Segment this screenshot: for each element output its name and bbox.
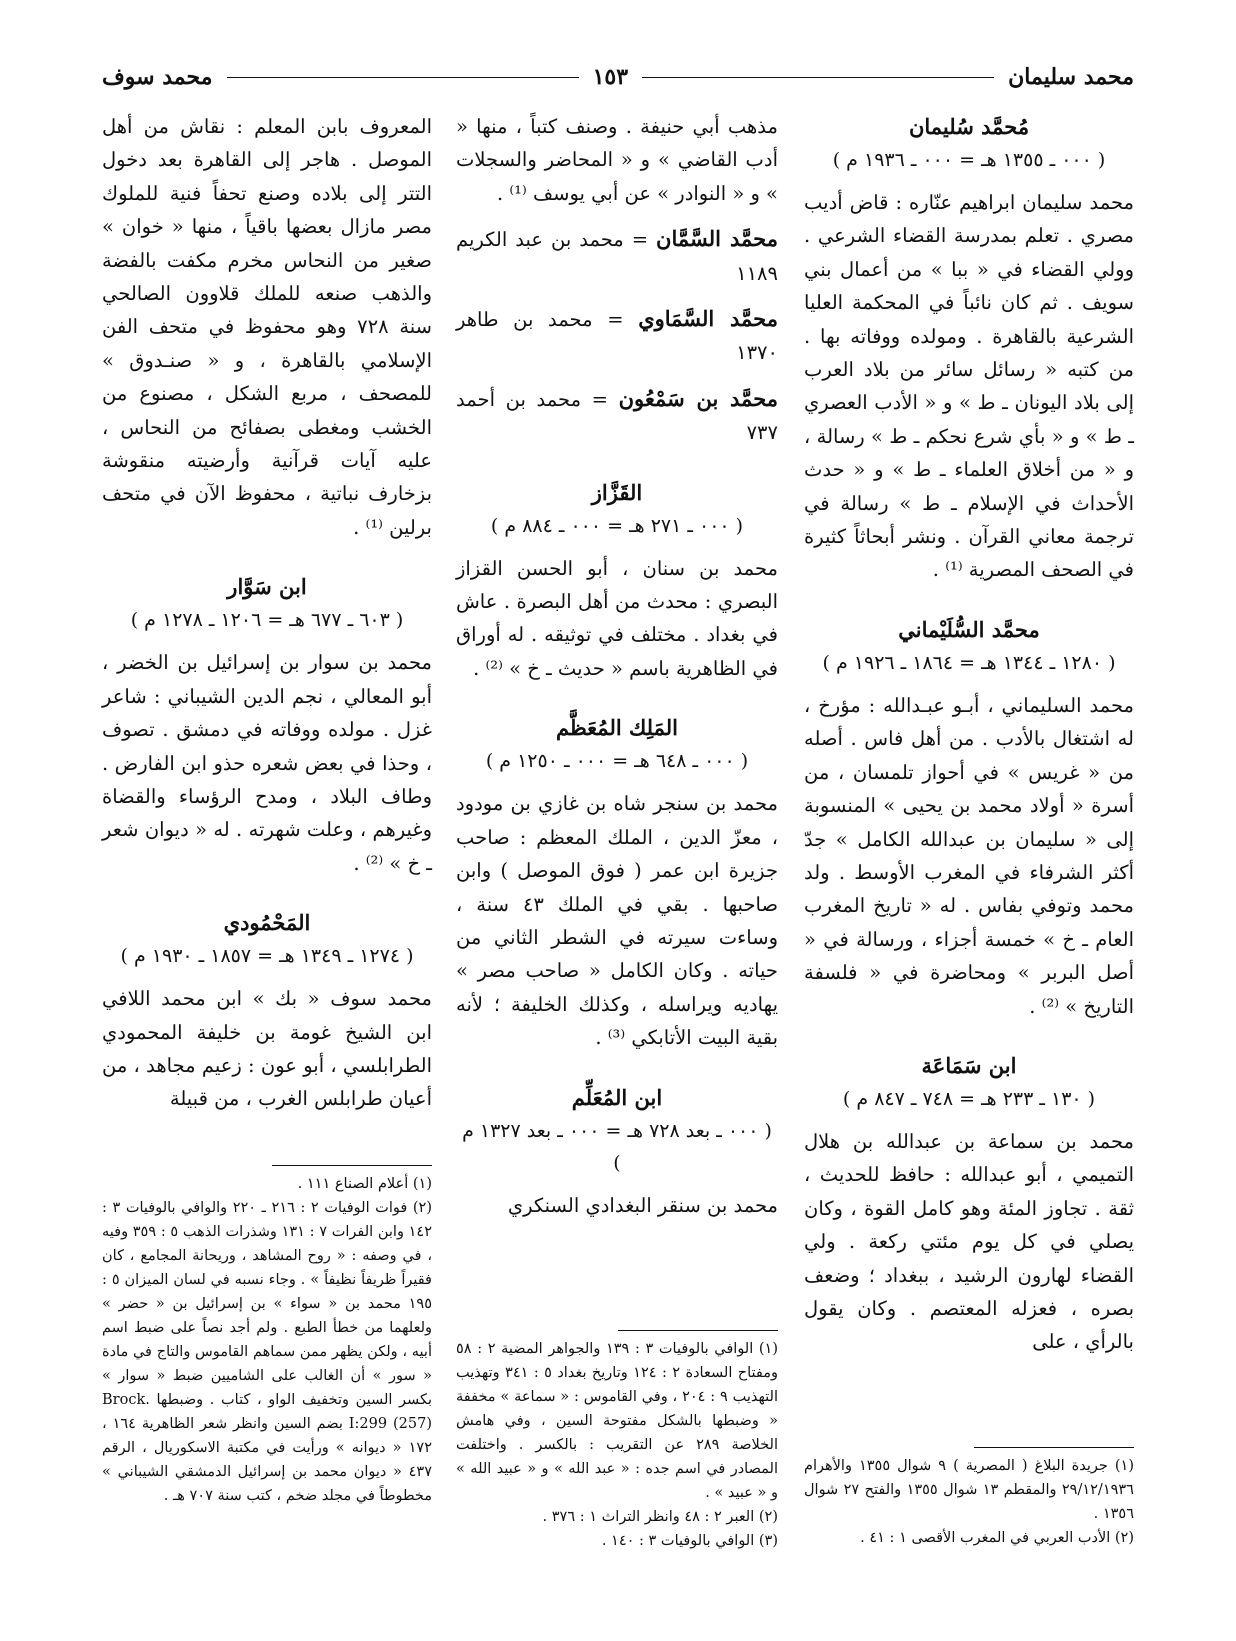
entry-title: مُحمَّد سُليمان: [908, 114, 1030, 139]
footnote: (١) الوافي بالوفيات ٣ : ١٣٩ والجواهر المضية ٢ : ٥٨ ومفتاح السعادة ٢ : ١٢٤ وتاريخ بغداد ٥ : ٣٤١ وتهذيب التهذيب ٩ : ٢٠٤ ، وفي القاموس : « سماعة » مخففة « وضبطها بالشكل مفتوحة السين ، وفي هامش الخلاصة ٢٨٩ عن التقريب : بالكسر . واختلفت المصادر في اسم جده : « عبد الله » و « عبيد الله » و « عبيد » .: [456, 1341, 779, 1501]
right-footnotes: [804, 1447, 1134, 1550]
xref-target: = محمد بن عبد الكريم ١١٨٩: [456, 228, 778, 285]
entry-dates: ( ١٢٧٤ ـ ١٣٤٩ هـ = ١٨٥٧ ـ ١٩٣٠ م ): [120, 945, 414, 968]
header-right-name: محمد سليمان: [1008, 64, 1134, 90]
cross-reference: [456, 302, 778, 370]
entry-dates: ( ١٣٠ ـ ٢٣٣ هـ = ٧٤٨ ـ ٨٤٧ م ): [842, 1087, 1096, 1110]
continuation-text: مذهب أبي حنيفة . وصنف كتباً ، منها « أدب القاضي » و « المحاضر والسجلات » و « النوادر » عن أبي يوسف ⁽¹⁾ .: [456, 115, 778, 205]
header-rule-left: [227, 77, 579, 78]
entry-dates: ( ٠٠٠ ـ ٦٤٨ هـ = ٠٠٠ ـ ١٢٥٠ م ): [485, 750, 749, 773]
right-column: [804, 110, 1134, 1359]
middle-footnotes: [456, 1330, 778, 1553]
entry-body: محمد بن سماعة بن عبدالله بن هلال التميمي ، أبو عبدالله : حافظ للحديث ، ثقة . تجاوز المئة وهو كامل القوة ، وكان يصلي في كل يوم مئتي ركعة . ولي القضاء لهارون الرشيد ، ببغداد ؛ وضعف بصره ، فعزله المعتصم . وكان يقول بالرأي ، على: [804, 1129, 1134, 1354]
footnote: (١) أعلام الصناع ١١١ .: [297, 1176, 432, 1192]
entry-title: ابن المُعَلِّم: [571, 1084, 663, 1110]
entry-title: القَزَّاز: [591, 479, 643, 505]
entry-body: محمد سوف « بك » ابن محمد اللافي ابن الشيخ غومة بن خليفة المحمودي الطرابلسي ، أبو عون : زعيم مجاهد ، من أعيان طرابلس الغرب ، من قبيلة: [102, 987, 432, 1111]
entry-body: محمد سليمان ابراهيم عنّاره : قاض أديب مصري . تعلم بمدرسة القضاء الشرعي . وولي القضاء في « ببا » من أعمال بني سويف . ثم كان نائباً في المحكمة العليا الشرعية بالقاهرة . ومولده ووفاته بها . من كتبه « رسائل سائر من بلاد العرب إلى بلاد اليونان ـ ط » و « الأدب العصري ـ ط » و « بأي شرع نحكم ـ ط » رسالة ، و « من أخلاق العلماء ـ ط » و « حدث الأحداث في الإسلام ـ ط » رسالة في ترجمة معاني القرآن . ونشر أبحاثاً كثيرة في الصحف المصرية ⁽¹⁾ .: [804, 191, 1134, 582]
page-header: [102, 60, 1134, 94]
entry-body: محمد السليماني ، أبـو عبـدالله : مؤرخ ، له اشتغال بالأدب . من أهل فاس . أصله من « غريس » في أحواز تلمسان ، من أسرة « أولاد محمد بن يحيى » المنسوبة إلى « سليمان بن عبدالله الكامل » جدّ أكثر الشرفاء في المغرب الأوسط . ولد محمد وتوفي بفاس . له « تاريخ المغرب العام ـ خ » خمسة أجزاء ، ورسالة في « أصل البربر » ومحاضرة في « فلسفة التاريخ » ⁽²⁾ .: [804, 693, 1134, 1018]
entry-body: محمد بن سنقر البغدادي السنكري: [507, 1193, 778, 1217]
entry-body: محمد بن سنان ، أبو الحسن القزاز البصري : محدث من أهل البصرة . عاش في بغداد . مختلف في توثيقه . له أوراق في الظاهرية باسم « حديث ـ خ » ⁽²⁾ .: [456, 556, 778, 680]
entry-title: ابن سَمَاعَة: [921, 1052, 1017, 1078]
header-rule-right: [642, 77, 994, 78]
page-number: ١٥٣: [592, 64, 629, 90]
entry-dates: ( ٠٠٠ ـ بعد ٧٢٨ هـ = ٠٠٠ ـ بعد ١٣٢٧ م ): [462, 1119, 772, 1174]
continuation-text: المعروف بابن المعلم : نقاش من أهل الموصل . هاجر إلى القاهرة بعد دخول التتر إلى بلاده وصنع تحفاً فنية للملوك مصر مازال بعضها باقياً ، منها « خوان » صغير من النحاس مخرم مكفت بالفضة والذهب صنعه للملك قلاوون الصالحي سنة ٧٢٨ وهو محفوظ في متحف الفن الإسلامي بالقاهرة ، و « صنـدوق » للمصحف ، مربع الشكل ، مصنوع من الخشب ومغطى بصفائح من النحاس ، عليه آيات قرآنية وأرضيته منقوشة بزخارف نباتية ، محفوظ الآن في متحف برلين ⁽¹⁾ .: [102, 115, 432, 539]
left-column: [102, 110, 432, 1116]
footnote: (١) جريدة البلاغ ( المصرية ) ٩ شوال ١٣٥٥ والأهرام ٢٩/١٢/١٩٣٦ والمقطم ١٣ شوال ١٣٥٥ والفتح ٢٧ شوال ١٣٥٦ .: [804, 1458, 1134, 1522]
entry-body: محمد بن سنجر شاه بن غازي بن مودود ، معزّ الدين ، الملك المعظم : صاحب جزيرة ابن عمر ( فوق الموصل ) وابن صاحبها . بقي في الملك ٤٣ سنة ، وساءت سيرته في الشطر الثاني من حياته . وكان الكامل « صاحب مصر » يهاديه ويراسله ، وكذلك الخليفة ؛ لأنه بقية البيت الأتابكي ⁽³⁾ .: [456, 792, 778, 1050]
footnote: (٢) الأدب العربي في المغرب الأقصى ١ : ٤١ .: [860, 1530, 1134, 1546]
entry-title: محمَّد السُّلَيْماني: [898, 616, 1040, 642]
footnote-rule: [974, 1447, 1134, 1448]
entry-dates: ( ١٢٨٠ ـ ١٣٤٤ هـ = ١٨٦٤ ـ ١٩٢٦ م ): [822, 651, 1116, 674]
xref-target: = محمد بن أحمد ٧٣٧: [456, 387, 778, 445]
xref-target: = محمد بن طاهر ١٣٧٠: [456, 308, 778, 365]
footnote: (٣) الوافي بالوفيات ٣ : ١٤٠ .: [601, 1533, 778, 1549]
footnote-rule: [618, 1330, 778, 1331]
entry-title: المَحْمُودي: [223, 910, 311, 936]
xref-name: محمَّد السَّمَّان: [656, 226, 778, 252]
footnote: (٢) العبر ٢ : ٤٨ وانظر التراث ١ : ٣٧٦ .: [542, 1509, 778, 1525]
footnote-rule: [272, 1165, 432, 1166]
entry-title: ابن سَوَّار: [227, 574, 307, 600]
xref-name: محمَّد بن سَمْعُون: [618, 385, 779, 411]
entry-body: محمد بن سوار بن إسرائيل بن الخضر ، أبو المعالي ، نجم الدين الشيباني : شاعر غزل . مولده ووفاته في دمشق . تصوف ، وحذا في بعض شعره حذو ابن الفارض . وطاف البلاد ، ومدح الرؤساء والقضاة وغيرهم ، وعلت شهرته . له « ديوان شعر ـ خ » ⁽²⁾ .: [102, 651, 432, 875]
entry-dates: ( ٦٠٣ ـ ٦٧٧ هـ = ١٢٠٦ ـ ١٢٧٨ م ): [130, 609, 404, 632]
entry-title: المَلِك المُعَظَّم: [555, 715, 679, 741]
middle-column: [456, 110, 778, 1222]
entry-dates: ( ٠٠٠ ـ ١٣٥٥ هـ = ٠٠٠ ـ ١٩٣٦ م ): [832, 149, 1106, 171]
footnote: (٢) فوات الوفيات ٢ : ٢١٦ ـ ٢٢٠ والوافي بالوفيات ٣ : ١٤٢ وابن الفرات ٧ : ١٣١ وشذرات الذهب ٥ : ٣٥٩ وفيه ، في وصفه : « روح المشاهد ، وريحانة المجامع ، كان فقيراً ظريفاً نظيفاً » . وجاء نسبه في لسان الميزان ٥ : ١٩٥ محمد بن « سواء » بن إسرائيل بن « حضر » ولعلهما من خطأ الطبع . ولم أجد نصاً على ضبط اسم أبيه ، ولكن يظهر ممن سماهم القاموس والتاج في مادة « سور » أن الغالب على الشاميين ضبط « سوار » بكسر السين وتخفيف الواو ، كتاب . وضبطها Brock. I:299 (257) بضم السين وانظر شعر الظاهرية ١٦٤ ، ١٧٢ « ديوانه » ورأيت في مكتبة الاسكوريال ، الرقم ٤٣٧ « ديوان محمد بن إسرائيل الدمشقي الشيباني » مخطوطاً في مجلد ضخم ، كتب سنة ٧٠٧ هـ .: [102, 1200, 432, 1504]
entry-dates: ( ٠٠٠ ـ ٢٧١ هـ = ٠٠٠ ـ ٨٨٤ م ): [490, 514, 744, 537]
xref-name: محمَّد السَّمَاوي: [638, 306, 778, 332]
cross-reference: [456, 222, 778, 290]
header-left-name: محمد سوف: [101, 64, 213, 90]
cross-reference: [456, 382, 778, 450]
left-footnotes: [102, 1165, 432, 1508]
